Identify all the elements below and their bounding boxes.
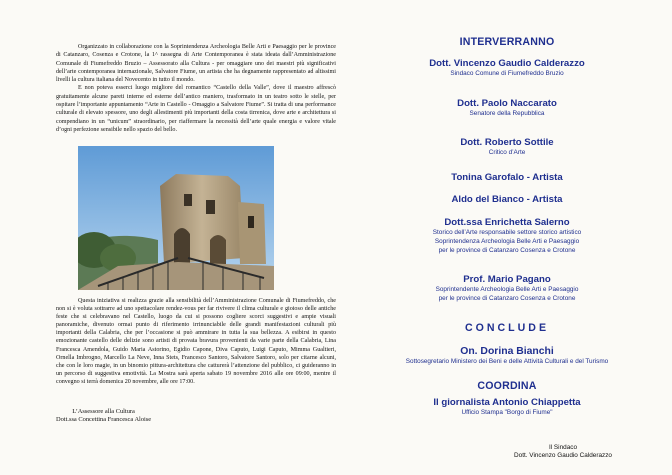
speaker-1 [356, 58, 658, 78]
speaker-6-role: Storico dell’Arte responsabile settore storico artistico [432, 229, 582, 236]
intro-text [56, 43, 336, 134]
conclude-name: On. Dorina Bianchi [460, 346, 554, 357]
signature-assessore-role: L’Assessore alla Cultura [72, 408, 135, 415]
conclude-speaker [356, 346, 658, 366]
event-text [56, 297, 336, 386]
speaker-6 [356, 217, 658, 255]
speaker-7-role: Soprintendente Archeologia Belle Arti e Paesaggio [435, 286, 579, 293]
speaker-7-role-2: per le province di Catanzaro Cosenza e Crotone [438, 295, 576, 302]
signature-sindaco-name: Dott. Vincenzo Gaudio Calderazzo [514, 452, 612, 460]
coordina-speaker [356, 397, 658, 417]
signature-sindaco-role: Il Sindaco [548, 444, 578, 451]
speaker-2 [356, 98, 658, 118]
speaker-6-name: Dott.ssa Enrichetta Salerno [444, 217, 570, 228]
conclude-role: Sottosegretario Ministero dei Beni e delle Attività Culturali e del Turismo [405, 358, 609, 365]
heading-coordina: COORDINA [477, 380, 537, 392]
speaker-4 [356, 172, 658, 183]
intro-paragraph-2: E non poteva esserci luogo migliore del romantico “Castello della Valle”, dove il maestro affrescò gratuitamente alcune pareti interne ed esterne dell’antico maniero, trasformato in un teatro sotto le stelle, per ospitare l’importante appuntamento “Arte in Castello - Omaggio a Salvatore Fiume”. Si tratta di una performance culturale di elevato spessore, uno degli allestimenti più importanti della costa tirrenica, dove arte e architettura si compendiano in un “unicum” straordinario, per riaffermare la necessità dell’arte quale energia e valore vitale d’ogni perfezione sensibile nello spazio del bello. [56, 85, 336, 133]
speaker-3-role: Critico d’Arte [488, 149, 526, 156]
castle-photo [78, 146, 274, 290]
speaker-1-role: Sindaco Comune di Fiumefreddo Bruzio [450, 70, 564, 77]
speaker-2-role: Senatore della Repubblica [469, 110, 545, 117]
signature-assessore-name: Dott.ssa Concettina Francesca Aloise [56, 416, 152, 424]
speaker-7 [356, 274, 658, 303]
coordina-role: Ufficio Stampa "Borgo di Fiume" [461, 409, 553, 416]
intro-paragraph-1: Organizzato in collaborazione con la Soprintendenza Archeologia Belle Arti e Paesaggio per le province di Catanzaro, Cosenza e Crotone, la 1^ rassegna di Arte Contemporanea è stata ideata dall’Amministrazione Comunale di Fiumefreddo Bruzio – Assessorato alla Cultura - per omaggiare uno dei maestri più significativi dell’arte contemporanea internazionale, Salvatore Fiume, un artista che ha degnamente rappresentato ad altissimi livelli la cultura italiana del Novecento in tutto il mondo. [56, 44, 336, 84]
heading-interverranno: INTERVERRANNO [459, 36, 555, 48]
coordina-name: Il giornalista Antonio Chiappetta [433, 397, 581, 408]
heading-conclude: CONCLUDE [464, 322, 550, 334]
speaker-3 [356, 137, 658, 157]
event-paragraph: Questa iniziativa si realizza grazie alla sensibilità dell’Amministrazione Comunale di Fiumefreddo, che non si è voluta sottrarre ad uno spettacolare rendez-vous per far rivivere il clima culturale e gioioso delle antiche feste che si celebravano nel Castello, luogo da cui si possono cogliere scorci suggestivi e ampie visuali panoramiche, divenuto ormai punto di riferimento irrinunciabile delle grandi manifestazioni culturali più importanti della Calabria, che per l’occasione si può ammirare in tutta la sua bellezza. A esibirsi in questo emozionante castello delle delizie sono artisti di provata bravura provenienti da varie parte della Calabria, Lina Francesca Amendola, Guido Maria Astorino, Egidio Capone, Diva Caputo, Luigi Caputo, Mimma Gualtieri, Ornella Imbrogno, Marcello La Neve, Inna Stets, Francesco Santoro, Salvatore Santoro, solo per citarne alcuni, che con le loro magie, in un binomio pittura-architettura che catturerà l’attenzione del pubblico, ci guideranno in un percorso di suggestiva emotività. La Mostra sarà aperta sabato 19 novembre 2016 alle ore 09:00, mentre il convegno si terrà domenica 20 novembre, alle ore 17:00. [56, 298, 336, 385]
signature-assessore [56, 408, 151, 425]
speaker-5 [356, 194, 658, 205]
speaker-7-name: Prof. Mario Pagano [463, 274, 551, 285]
speaker-3-name: Dott. Roberto Sottile [460, 137, 554, 148]
speaker-6-role-3: per le province di Catanzaro Cosenza e Crotone [438, 247, 576, 254]
speaker-2-name: Dott. Paolo Naccarato [457, 98, 557, 109]
speaker-6-role-2: Soprintendenza Archeologia Belle Arti e Paesaggio [434, 238, 580, 245]
speaker-5-name: Aldo del Bianco - Artista [451, 194, 563, 205]
signature-sindaco [412, 444, 672, 461]
speaker-1-name: Dott. Vincenzo Gaudio Calderazzo [429, 58, 585, 69]
speaker-4-name: Tonina Garofalo - Artista [451, 172, 563, 183]
